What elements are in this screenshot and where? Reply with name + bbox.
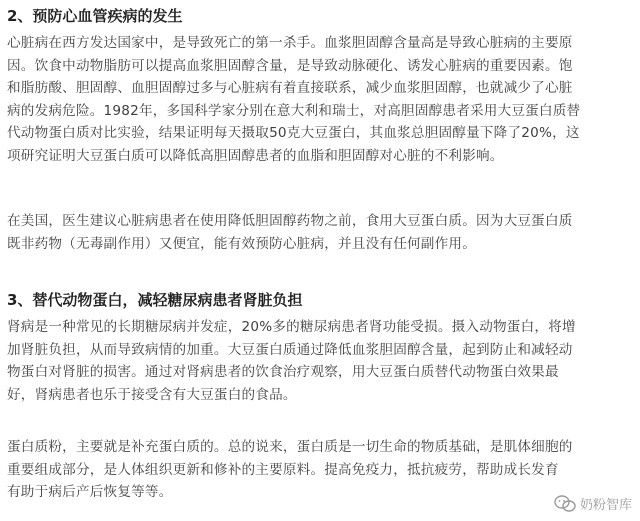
section-heading: 3、替代动物蛋白，减轻糖尿病患者肾脏负担: [7, 291, 303, 309]
text-line: 代动物蛋白质对比实验，结果证明每天摄取50克大豆蛋白，其血浆总胆固醇量下降了20%，这: [7, 125, 580, 141]
text-line: 蛋白质粉，主要就是补充蛋白质的。总的说来，蛋白质是一切生命的物质基础，是肌体细胞的: [7, 439, 573, 455]
text-line: 在美国，医生建议心脏病患者在使用降低胆固醇药物之前，食用大豆蛋白质。因为大豆蛋白质: [7, 213, 573, 229]
text-line: 物蛋白对肾脏的损害。通过对肾病患者的饮食治疗观察，用大豆蛋白质替代动物蛋白效果最: [7, 364, 559, 380]
text-line: 项研究证明大豆蛋白质可以降低高胆固醇患者的血脂和胆固醇对心脏的不利影响。: [7, 147, 504, 164]
text-line: 因。饮食中动物脂肪可以提高血浆胆固醇含量，是导致动脉硬化、诱发心脏病的重要因素。饱: [7, 57, 573, 74]
text-line: 心脏病在西方发达国家中，是导致死亡的第一杀手。血浆胆固醇含量高是导致心脏病的主要原: [7, 35, 573, 51]
watermark-text: 奶粉智库: [579, 498, 632, 513]
text-line: 肾病是一种常见的长期糖尿病并发症，20%多的糖尿病患者肾功能受损。摄入动物蛋白，将增: [7, 319, 576, 335]
text-line: 和脂肪酸、胆固醇、血胆固醇过多与心脏病有着直接联系，减少血浆胆固醇，也就减少了心脏: [7, 80, 573, 96]
text-line: 既非药物（无毒副作用）又便宜，能有效预防心脏病，并且没有任何副作用。: [7, 235, 476, 252]
paragraph: [7, 210, 573, 255]
text-line: 好，肾病患者也乐于接受含有大豆蛋白的食品。: [7, 386, 297, 403]
paragraph: [7, 32, 580, 167]
text-line: 加肾脏负担，从而导致病情的加重。大豆蛋白质通过降低血浆胆固醇含量，起到防止和减轻动: [7, 341, 573, 358]
paragraph: [7, 436, 573, 504]
wechat-icon: [554, 495, 576, 513]
paragraph: [7, 316, 576, 406]
watermark: [554, 494, 632, 513]
text-line: 有助于病后产后恢复等等。: [7, 484, 173, 500]
text-line: 病的发病危险。1982年，多国科学家分别在意大利和瑞士，对高胆固醇患者采用大豆蛋白质替: [7, 102, 581, 119]
text-line: 重要组成部分，是人体组织更新和修补的主要原料。提高免疫力，抵抗疲劳，帮助成长发育: [7, 461, 559, 478]
section-heading: 2、预防心血管疾病的发生: [7, 7, 183, 25]
